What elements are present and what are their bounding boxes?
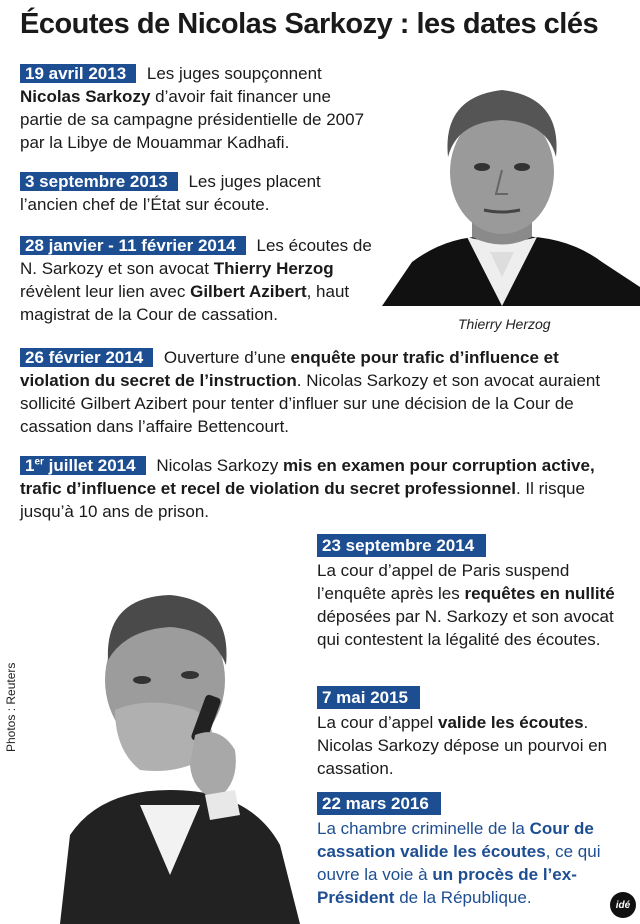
date-badge: 3 septembre 2013	[20, 172, 178, 191]
timeline-entry-4: 26 février 2014 Ouverture d’une enquête pour trafic d’influence et violation du secret de l’instruction. Nicolas Sarkozy et son avocat auraient sollicité Gilbert Azibert pour tenter d’influer sur une décision de la Cour de cassation dans l’affaire Bettencourt.	[20, 348, 601, 436]
date-badge: 28 janvier - 11 février 2014	[20, 236, 246, 255]
nicolas-sarkozy-photo	[20, 575, 310, 924]
date-badge: 22 mars 2016	[317, 792, 441, 815]
timeline-entry-1: 19 avril 2013 Les juges soupçonnent Nicolas Sarkozy d’avoir fait financer une partie de sa campagne présidentielle de 2007 par la Libye de Mouammar Kadhafi.	[20, 64, 365, 152]
thierry-herzog-photo	[372, 62, 640, 306]
ide-logo: idé	[610, 892, 636, 918]
date-badge: 23 septembre 2014	[317, 534, 486, 557]
date-badge: 26 février 2014	[20, 348, 153, 367]
photo-credit: Photos : Reuters	[4, 662, 18, 752]
date-badge: 1er juillet 2014	[20, 456, 146, 475]
timeline-entry-6: 23 septembre 2014 La cour d’appel de Paris suspend l’enquête après les requêtes en nullité déposées par N. Sarkozy et son avocat qui contestent la légalité des écoutes.	[317, 536, 615, 649]
timeline-entry-2: 3 septembre 2013 Les juges placent l’ancien chef de l’État sur écoute.	[20, 172, 321, 214]
photo-caption: Thierry Herzog	[458, 316, 551, 332]
page-title: Écoutes de Nicolas Sarkozy : les dates clés	[20, 8, 599, 40]
timeline-entry-3: 28 janvier - 11 février 2014 Les écoutes de N. Sarkozy et son avocat Thierry Herzog révèlent leur lien avec Gilbert Azibert, haut magistrat de la Cour de cassation.	[20, 236, 372, 324]
date-badge: 7 mai 2015	[317, 686, 420, 709]
date-badge: 19 avril 2013	[20, 64, 136, 83]
timeline-entry-5: 1er juillet 2014 Nicolas Sarkozy mis en examen pour corruption active, trafic d’influence et recel de violation du secret professionnel. Il risque jusqu’à 10 ans de prison.	[20, 456, 595, 521]
timeline-entry-8: 22 mars 2016 La chambre criminelle de la Cour de cassation valide les écoutes, ce qui ouvre la voie à un procès de l’ex-Président de la République.	[317, 794, 601, 907]
timeline-entry-7: 7 mai 2015 La cour d’appel valide les écoutes. Nicolas Sarkozy dépose un pourvoi en cassation.	[317, 688, 608, 778]
